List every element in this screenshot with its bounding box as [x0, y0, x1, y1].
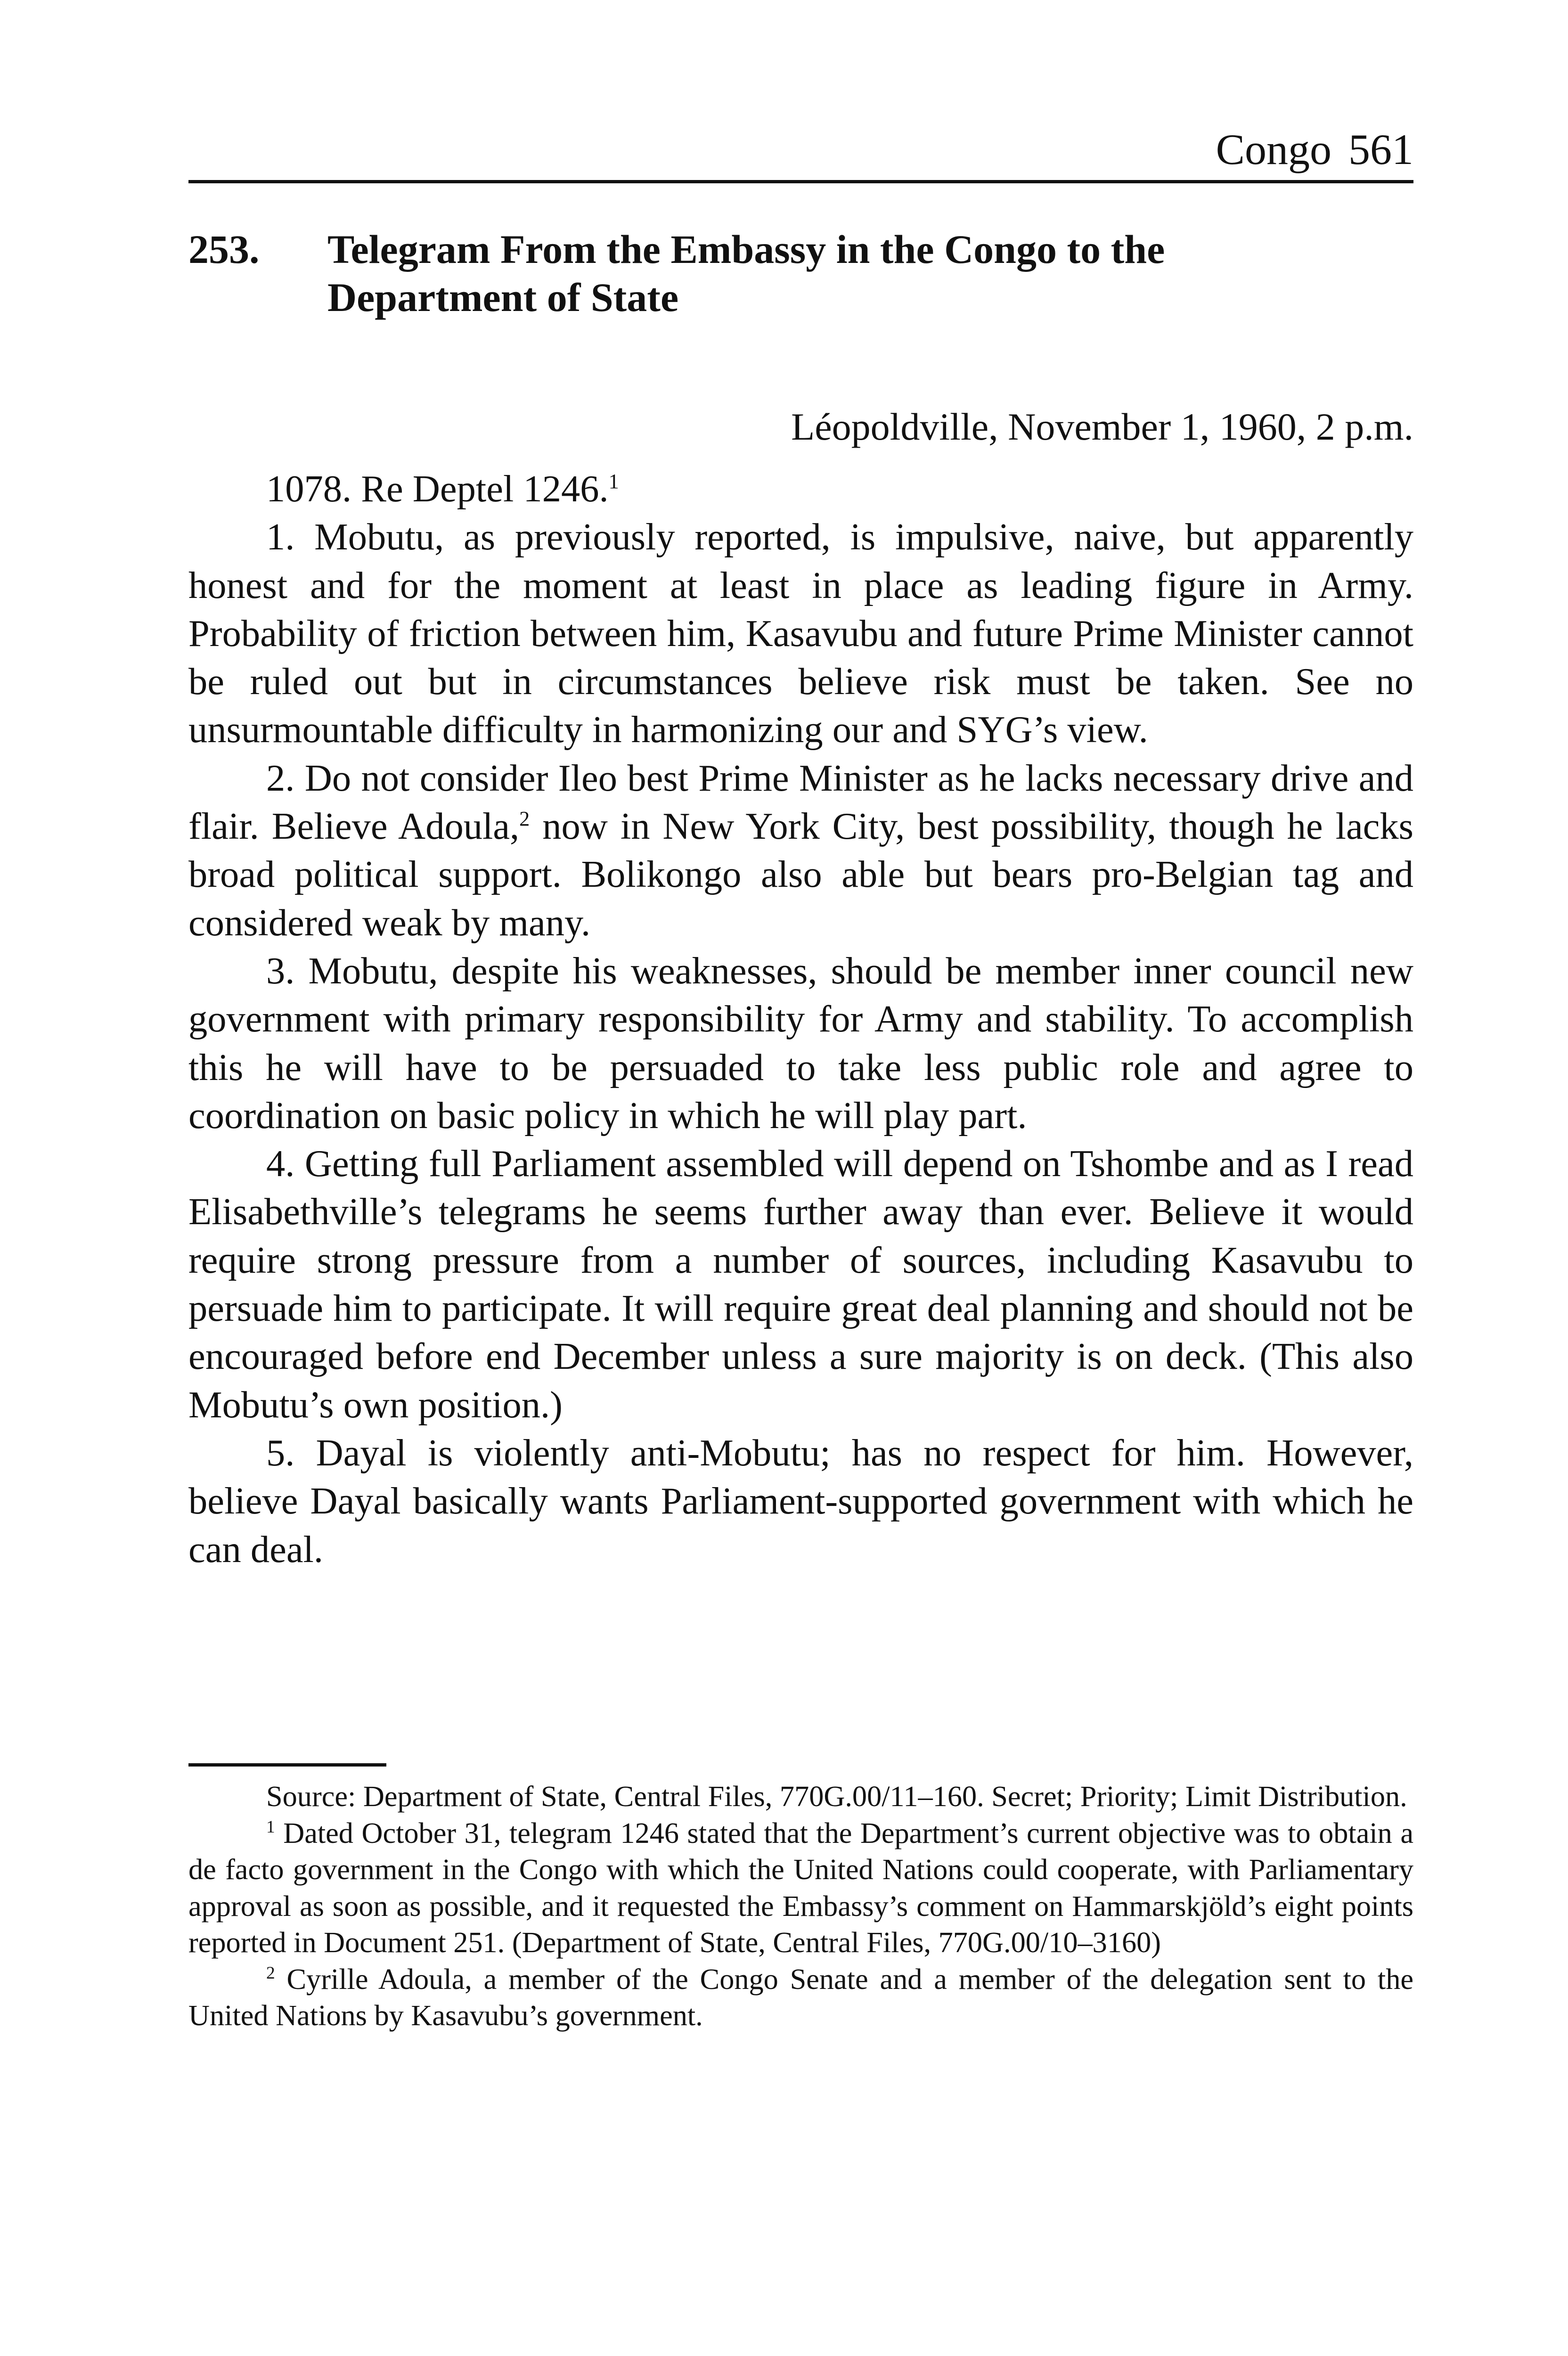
footnote-rule [188, 1763, 386, 1767]
document-title-line-2: Department of State [327, 275, 679, 320]
opening-line [188, 465, 1413, 513]
paragraph-2-part-1: 2. Do not consider Ileo best Prime Minister as he lacks necessary drive and flair. Believe Adoula, [188, 757, 1413, 848]
running-head [1216, 123, 1413, 175]
footnote-2 [188, 1961, 1413, 2034]
footnote-2-text: Cyrille Adoula, a member of the Congo Senate and a member of the delegation sent to the United Nations by Kasavubu’s government. [188, 1963, 1413, 2032]
document-number: 253. [188, 227, 260, 272]
footnotes [188, 1778, 1413, 2034]
footnote-1-text: Dated October 31, telegram 1246 stated that the Department’s current objective was to obtain a de facto government in the Congo with which the United Nations could cooperate, with Parliamentary approval as soon as possible, and it requested the Embassy’s comment on Hammarskjöld’s eight points reported in Document 251. (Department of State, Central Files, 770G.00/10–3160) [188, 1816, 1413, 1959]
paragraph-1: 1. Mobutu, as previously reported, is impulsive, naive, but apparently honest and for the moment at least in place as leading figure in Army. Probability of friction between him, Kasavubu and future Prime Minister cannot be ruled out but in circumstances believe risk must be taken. See no unsurmountable difficulty in harmonizing our and SYG’s view. [188, 516, 1413, 751]
document-page [188, 0, 1413, 2356]
paragraph-2-part-2: now in New York City, best possibility, though he lacks broad political support. Bolikongo also able but bears pro-Belgian tag and considered weak by many. [188, 805, 1413, 944]
source-note: Source: Department of State, Central Files, 770G.00/11–160. Secret; Priority; Limit Distribution. [266, 1780, 1407, 1813]
footnote-2-marker: 2 [266, 1963, 275, 1983]
footnote-1-marker: 1 [266, 1817, 275, 1837]
paragraph-3: 3. Mobutu, despite his weaknesses, should be member inner council new government with primary responsibility for Army and stability. To accomplish this he will have to be persuaded to take less public role and agree to coordination on basic policy in which he will play part. [188, 949, 1413, 1137]
footnote-ref-1: 1 [608, 470, 619, 493]
page-number: 561 [1348, 125, 1413, 173]
opening-text: 1078. Re Deptel 1246. [266, 468, 609, 510]
footnote-1 [188, 1815, 1413, 1961]
paragraph-2 [188, 754, 1413, 947]
footnote-ref-2: 2 [519, 807, 530, 831]
document-title [327, 225, 1364, 321]
running-head-section: Congo [1216, 125, 1331, 173]
document-title-line-1: Telegram From the Embassy in the Congo to the [327, 227, 1165, 272]
dateline: Léopoldville, November 1, 1960, 2 p.m. [791, 405, 1413, 448]
paragraph-5: 5. Dayal is violently anti-Mobutu; has no respect for him. However, believe Dayal basically wants Parliament-supported government with which he can deal. [188, 1432, 1413, 1571]
paragraph-4: 4. Getting full Parliament assembled will depend on Tshombe and as I read Elisabethville’s telegrams he seems further away than ever. Believe it would require strong pressure from a number of sources, including Kasavubu to persuade him to participate. It will require great deal planning and should not be encouraged before end December unless a sure majority is on deck. (This also Mobutu’s own position.) [188, 1143, 1413, 1426]
header-rule [188, 180, 1413, 183]
telegram-body [188, 465, 1413, 1574]
